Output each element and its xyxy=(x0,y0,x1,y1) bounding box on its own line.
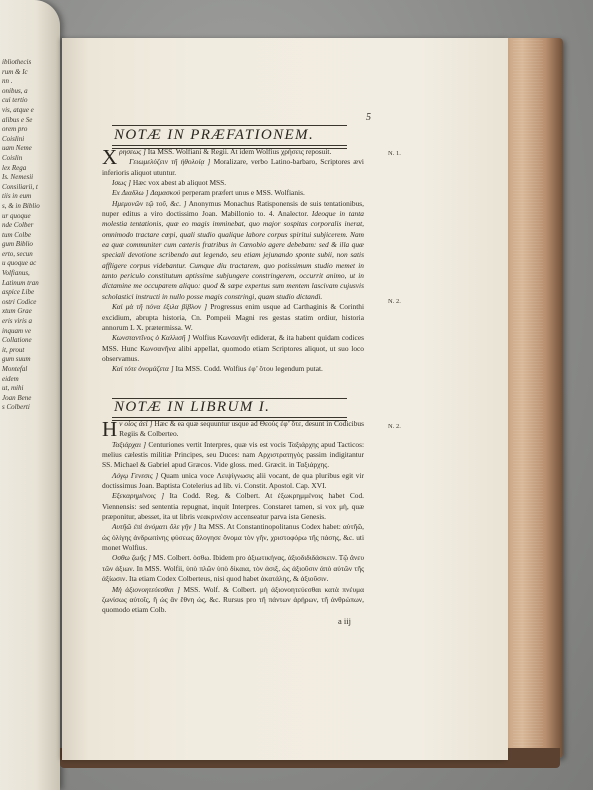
note-text: Anonymus Monachus Ratisponensis de suis tentationibus, nuper editus a viro doctissimo Joan. Mabillonio to. 4. Analector. xyxy=(102,198,364,219)
note-text: MSS. Wolf. & Colbert. μὴ ἀξιονοητεύεσθαι κατὰ πνέυμα ζωνίσως αὐτοῖς, ἢ ὡς ἂν ἔθνη ὡς, &c. Rursus pro τῆ πάντων ἀρήρων, τῆ ἀνθρώπων, quomodo etiam Colb. xyxy=(102,584,364,615)
facing-page-line: xtum Grae xyxy=(2,307,32,316)
note-text: Wolfius Κωνσανῆτ ediderat, & ita habent quidam codices MSS. Hunc Κωνσανῆνα alibi appellat, quomodo etiam Scriptores aliquot, ut suo loco observamus. xyxy=(102,333,364,363)
facing-page-line: ur quoque xyxy=(2,211,31,220)
note-text: MS. Colbert. ὁσθω. Ibidem pro ἀξιωτικήνας, ἀξιοδιδιδάσκειν. Τῷ ἄνευ τῶν ἀξιων. In MSS. Wolfii, ὑπὸ πλῶν ὑπὸ δίκαια, τὸν ἀσιξ, ὡς ἀξιοῦσιν ἀπὸ αὐτῶν τῆς ἀξίωσιν. Ita etiam Codex Colberteus, nisi quod habet ἀκατάλης, & ἀξιοῦσιν. xyxy=(102,553,364,584)
note-text: Ita MSS. Codd. Wolfius ἐφ’ ὅτου legendum putat. xyxy=(175,364,323,374)
facing-page-line: nn . xyxy=(2,77,13,86)
facing-page-line: vis, atque e xyxy=(2,105,34,114)
facing-page-line: gum Biblio xyxy=(2,240,33,249)
facing-page-line: cui tertio xyxy=(2,96,28,105)
facing-page-line: Collatione xyxy=(2,336,32,345)
note-text: Centuriones vertit Interpres, quæ vis est vocis Ταξιάρχης apud Tacticos: melius cælestis militiæ Principes, seu Duces: nam Αρχιστρατηγὸς passim indigitantur SS. Michael & Gabriel apud Græcos. Vide gloss. med. Græcit. in Ταξιάρχης. xyxy=(102,439,365,470)
facing-page-line: erto, secun xyxy=(2,249,33,258)
facing-page-line: alibus e Se xyxy=(2,115,33,124)
facing-page-line: aspice Libe xyxy=(2,288,35,297)
facing-page-line: s, & in Biblio xyxy=(2,201,40,210)
book-fore-edge xyxy=(505,38,563,758)
note-entry xyxy=(102,157,364,178)
facing-page-line: Consiliarii, t xyxy=(2,182,38,191)
note-entry xyxy=(102,522,364,553)
note-entry xyxy=(102,364,364,374)
note-text: Ita Codd. Reg. & Colbert. At ἐξωκρημμένοις habet Cod. Viennensis: sed sententia repugnat, inquit Interpres. Constaret tamen, si vox μὴ, quæ præponitur, abesset, ita ut libris νεακρινέσιν accenseatur parva ista Genesis. xyxy=(102,491,364,522)
note-entry xyxy=(102,440,364,471)
facing-page-line: ibliothecis xyxy=(2,58,32,66)
book-notes xyxy=(102,419,364,616)
facing-page-line: eidem xyxy=(2,374,19,383)
note-lemma: Ex Διαδλω ] Δαμασκού xyxy=(112,188,181,198)
facing-page-line: Montefal xyxy=(2,365,28,373)
note-lemma: Καὶ μὰ τῆ πόνα ἐξιλα βίβλον ] xyxy=(112,302,208,312)
book-heading: NOTÆ IN LIBRUM I. xyxy=(114,399,271,415)
note-entry xyxy=(102,302,364,333)
drop-capital: H xyxy=(102,417,118,441)
facing-page-line: tum Colbe xyxy=(2,230,31,239)
facing-page xyxy=(0,0,60,790)
page-number: 5 xyxy=(366,112,371,123)
note-entry xyxy=(102,471,364,492)
facing-page-line: ostri Codice xyxy=(2,297,37,306)
note-text: Ita MSS. At Constantinopolitanus Codex habet: αὐτῆῶ, ὡς ὀλίγης ἀνδρωπίνης φύσεως ἄλογησε ὄνομα τὸν γῆν, χριστοφόρω τῆς πάσης, &c. uti monet Wolfius. xyxy=(102,522,365,553)
preface-notes xyxy=(102,147,364,375)
margin-note: N. 1. xyxy=(388,150,401,157)
note-text: Hæc vox abest ab aliquot MSS. xyxy=(132,178,227,188)
facing-page-line: Joan Bene xyxy=(2,393,32,402)
note-lemma: Καὶ τότε ὀνομάζετα ] xyxy=(112,364,174,374)
facing-page-line: Coislin xyxy=(2,153,23,162)
note-lemma: ν οἷος ἀεὶ ] xyxy=(119,419,153,428)
note-lemma: Οσθω ζωῆς ] xyxy=(112,553,151,563)
note-text: Moralizare, verbo Latino-barbaro, Scriptores ævi inferioris aliquot utuntur. xyxy=(102,157,364,177)
note-entry xyxy=(102,199,364,302)
note-lemma: Ισως ] xyxy=(112,178,132,188)
note-text: Ita MSS. Wolfiani & Regii. At idem Wolfius χρήσεις reposuit. xyxy=(147,147,332,156)
facing-page-line: rum & Ic xyxy=(2,67,28,76)
facing-page-line: onibus, a xyxy=(2,86,28,95)
facing-page-line: inquam ve xyxy=(2,326,31,335)
note-entry xyxy=(102,333,364,364)
note-lemma: Κωνσταντῖνος ὁ Καλλισῆ ] xyxy=(112,333,191,343)
facing-page-line: lex Rega xyxy=(2,163,27,172)
facing-page-line: s Colberti xyxy=(2,403,30,412)
note-lemma: Ταξιάρχαι ] xyxy=(112,439,147,449)
note-text: Progressus enim usque ad Carthaginis & Corinthi excidium, abrupta historia, Cn. Pompeii Magni res gestas statim ordiur, historia annorum L X. prætermissa. W. xyxy=(102,302,364,332)
note-lemma: Λόγῳ Γενεσις ] xyxy=(112,470,159,480)
note-entry xyxy=(102,419,364,440)
book-page xyxy=(62,38,508,760)
drop-capital: X xyxy=(102,145,118,169)
facing-page-line: Volfianus, xyxy=(2,269,30,278)
facing-page-line: eris viris a xyxy=(2,317,32,326)
note-text: Hæc & ea quæ sequuntur usque ad Θεοὺς ἐφ’ ὅτε, desunt in Codicibus Regiis & Colberteo. xyxy=(119,419,364,439)
facing-page-line: Latinum tran xyxy=(2,278,39,287)
facing-page-line: gum suum xyxy=(2,355,31,364)
signature-mark: a iij xyxy=(338,616,351,626)
note-lemma: Αυτῆῶ ἐπὶ ἀνόματι ὅλε γῆν ] xyxy=(112,522,197,532)
note-entry xyxy=(102,178,364,188)
note-entry xyxy=(102,491,364,522)
note-entry xyxy=(102,553,364,584)
note-entry xyxy=(102,188,364,198)
heading-rule-top xyxy=(112,125,347,126)
facing-page-line: Is. Nemesii xyxy=(2,173,34,182)
preface-heading: NOTÆ IN PRÆFATIONEM. xyxy=(114,127,315,143)
facing-page-line: uam Neme xyxy=(2,144,32,153)
facing-page-line: Coislini xyxy=(2,134,25,143)
note-lemma: Γειωμελύζειν τῆ ἠθολοίᾳ ] xyxy=(129,157,211,167)
note-text: Quam unica voce Λειψίγνωσις alii vocant, de qua pluribus egit vir doctissimus Joan. Baptista Cotelerius ad lib. vi. Constit. Apostol. Cap. XVI. xyxy=(102,470,364,491)
facing-page-line: tiis in eum xyxy=(2,192,32,201)
note-lemma: Εξεκαρημένοις ] xyxy=(112,491,165,501)
facing-page-line: it, prout xyxy=(2,345,25,354)
note-lemma: Ημεμονῶν τῷ τοῦ, &c. ] xyxy=(112,198,187,208)
margin-note: N. 2. xyxy=(388,298,401,305)
note-lemma: Μὴ ἀξιονοητεύεσθαι ] xyxy=(112,584,181,594)
facing-page-text xyxy=(2,58,52,413)
note-entry xyxy=(102,585,364,616)
facing-page-line: ut, mihi xyxy=(2,384,24,393)
note-quotation: Ideoque in tanta molestia tentationis, quæ eo magis imminebat, quo major sospitas corporalis inerat, omnimodo tractare cœpi, quali studio qualique labore corpus spiritui subjicerem. Nam ea quæ communiter cum cæteris fratribus in Cœnobio agere debebam: sed & illa quæ speciali devotione scribendo aut legendo, seu etiam jejunando sponte subii, non satis affligere corpus videbantur. Cumque diu tractarem, quo potissimum studio memet in tanto periculo constitutum aptissime subjungere constringerem, occurrit animo, ut in dictamine me occuparem aliquo: quod & sæpe expertus sum mentem lascivam cujusvis scholastici instructi in nullo posse magis constringi, quam studio dictandi. xyxy=(102,209,364,301)
facing-page-line: nde Colber xyxy=(2,221,34,230)
margin-note: N. 2. xyxy=(388,423,401,430)
facing-page-line: orem pro xyxy=(2,125,28,134)
note-lemma: ρησεως ] xyxy=(119,147,146,156)
facing-page-line: u quoque ac xyxy=(2,259,37,268)
note-text: perperam præfert unus e MSS. Wolfianis. xyxy=(182,188,305,198)
